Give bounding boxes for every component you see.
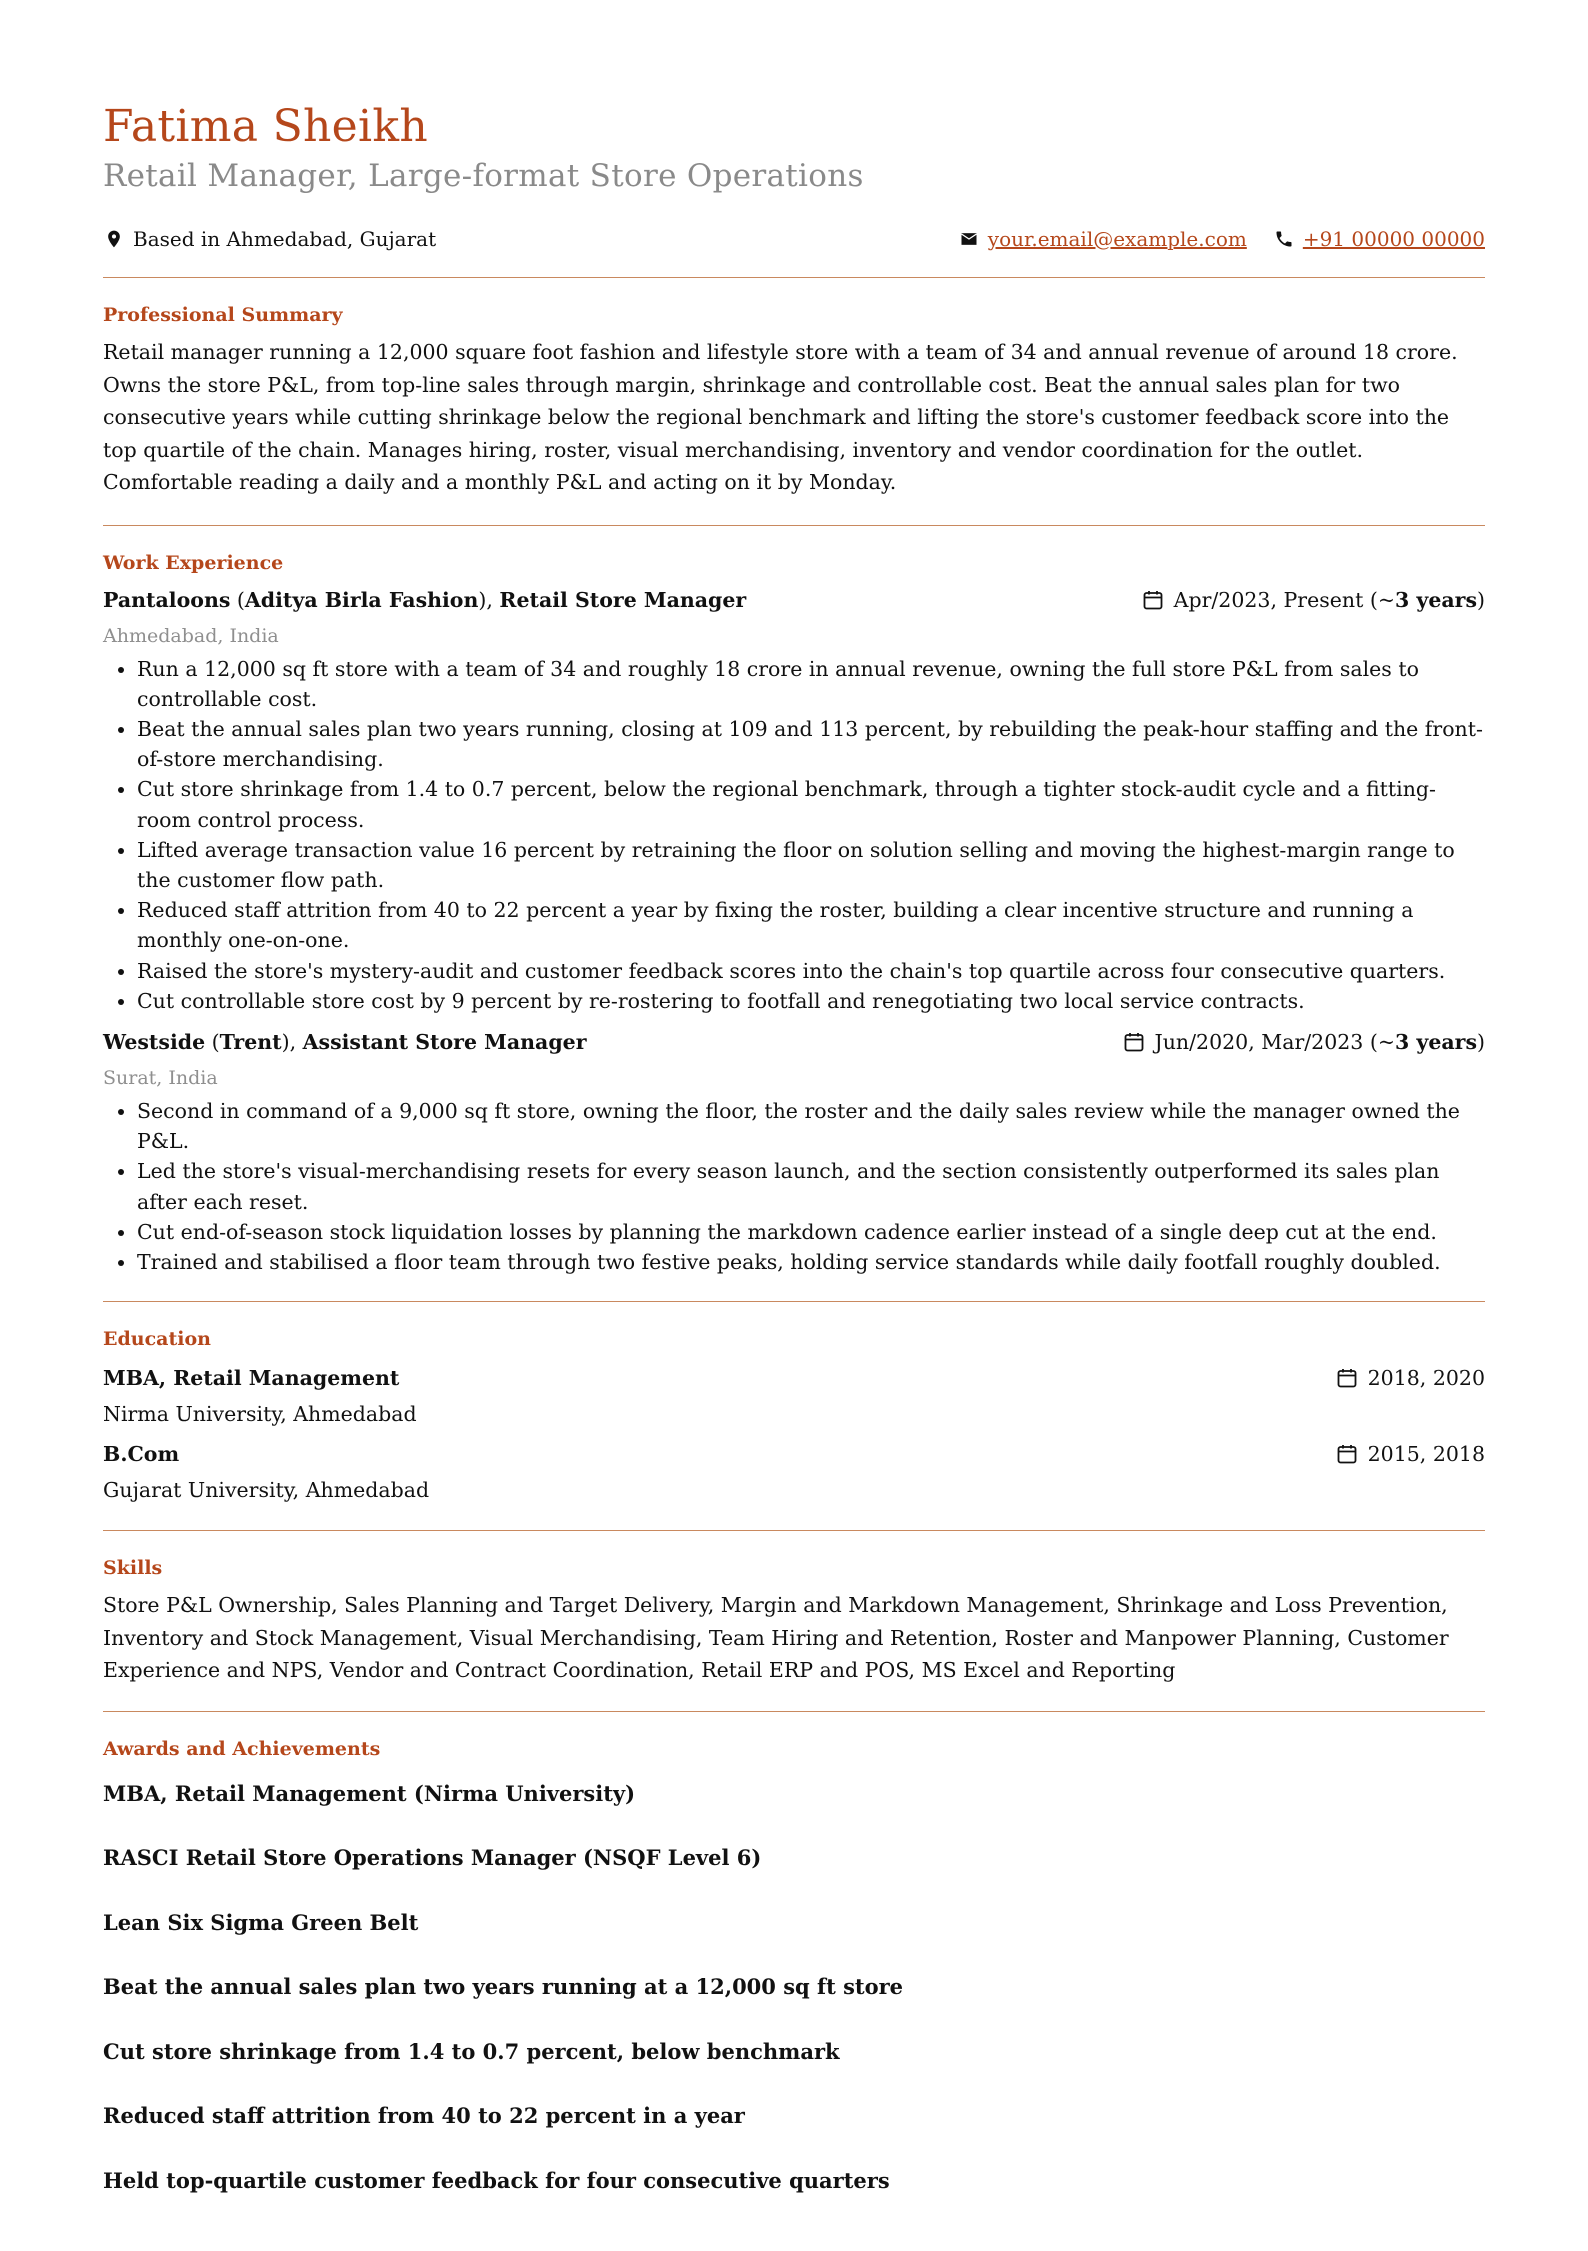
bullet-item: • Run a 12,000 sq ft store with a team of 34 and roughly 18 crore in annual revenue, owning the full store P&L from sales to controllable cost.	[137, 654, 1485, 714]
job-dates: Jun/2020, Mar/2023 (~ 3 years )	[1121, 1026, 1486, 1058]
education-dates	[1334, 1436, 1485, 1472]
candidate-title: Retail Manager, Large-format Store Operations	[103, 158, 864, 194]
contact-links	[932, 227, 1485, 251]
bullet-item: • Beat the annual sales plan two years running, closing at 109 and 113 percent, by rebuilding the peak-hour staffing and the front-of-store merchandising.	[137, 714, 1485, 774]
bullet-item: • Cut store shrinkage from 1.4 to 0.7 percent, below the regional benchmark, through a tighter stock-audit cycle and a fitting-room control process.	[137, 774, 1485, 834]
award-item: MBA, Retail Management (Nirma University)	[103, 1780, 636, 1806]
job-location: Surat, India	[103, 1066, 218, 1089]
job-role: Assistant Store Manager	[302, 1029, 587, 1054]
award-item: Held top-quartile customer feedback for four consecutive quarters	[103, 2167, 890, 2193]
date-range: 2018, 2020	[1367, 1366, 1485, 1391]
summary-section	[103, 278, 1485, 525]
bullet-item: • Raised the store's mystery-audit and customer feedback scores into the chain's top quartile across four consecutive quarters.	[137, 956, 1485, 986]
bullet-item: • Trained and stabilised a floor team through two festive peaks, holding service standards while daily footfall roughly doubled.	[137, 1247, 1485, 1277]
bullet-item: • Cut controllable store cost by 9 percent by re-rostering to footfall and renegotiating two local service contracts.	[137, 986, 1485, 1016]
calendar-icon	[1140, 587, 1166, 613]
duration: 3 years	[1395, 1029, 1477, 1054]
award-item: Reduced staff attrition from 40 to 22 percent in a year	[103, 2103, 745, 2129]
degree-name: MBA, Retail Management	[103, 1366, 400, 1391]
award-item: Lean Six Sigma Green Belt	[103, 1909, 419, 1935]
company-parent: Trent	[219, 1029, 282, 1054]
job-entry	[103, 1026, 1485, 1277]
company-name: Pantaloons	[103, 587, 231, 612]
job-location: Ahmedabad, India	[103, 624, 279, 647]
phone-icon	[1273, 228, 1295, 250]
map-pin-icon	[103, 228, 125, 250]
summary-text: Retail manager running a 12,000 square foot fashion and lifestyle store with a team of 34 and annual revenue of around 18 crore. Owns the store P&L, from top-line sales through margin, shrinkage and controllable cost. Beat the annual sales plan for two consecutive years while cutting shrinkage below the regional benchmark and lifting the store's customer feedback score into the top quartile of the chain. Manages hiring, roster, visual merchandising, inventory and vendor coordination for the outlet. Comfortable reading a daily and a monthly P&L and acting on it by Monday.	[103, 340, 1458, 494]
contact-row	[103, 222, 1485, 256]
calendar-icon	[1334, 1365, 1360, 1391]
email-link[interactable]: your.email@example.com	[987, 227, 1247, 251]
date-range: Jun/2020, Mar/2023 (~	[1154, 1029, 1396, 1054]
bullet-item: • Cut end-of-season stock liquidation losses by planning the markdown cadence earlier instead of a single deep cut at the end.	[137, 1217, 1485, 1247]
experience-section	[103, 526, 1485, 1302]
job-title: Pantaloons (Aditya Birla Fashion), Retail Store Manager	[103, 587, 747, 612]
calendar-icon	[1121, 1029, 1147, 1055]
candidate-name: Fatima Sheikh	[103, 101, 428, 152]
education-dates	[1334, 1360, 1485, 1396]
location-text: Based in Ahmedabad, Gujarat	[133, 227, 437, 251]
job-dates: Apr/2023, Present (~ 3 years )	[1140, 584, 1485, 616]
section-heading: Awards and Achievements	[103, 1737, 381, 1760]
skills-section	[103, 1531, 1485, 1711]
company-parent: Aditya Birla Fashion	[244, 587, 479, 612]
school-name: Nirma University, Ahmedabad	[103, 1402, 417, 1427]
bullet-item: • Led the store's visual-merchandising resets for every season launch, and the section consistently outperformed its sales plan after each reset.	[137, 1156, 1485, 1216]
section-heading: Work Experience	[103, 551, 284, 574]
bullet-item: • Second in command of a 9,000 sq ft store, owning the floor, the roster and the daily sales review while the manager owned the P&L.	[137, 1096, 1485, 1156]
date-range: 2015, 2018	[1367, 1442, 1485, 1467]
education-entry	[103, 1360, 1485, 1396]
job-bullets	[103, 654, 1485, 1016]
job-bullets	[103, 1096, 1485, 1277]
section-heading: Professional Summary	[103, 304, 343, 326]
degree-name: B.Com	[103, 1442, 180, 1467]
education-entry	[103, 1436, 1485, 1472]
calendar-icon	[1334, 1441, 1360, 1467]
phone-link[interactable]: +91 00000 00000	[1302, 227, 1485, 251]
job-title: Westside (Trent), Assistant Store Manager	[103, 1029, 587, 1054]
award-item: Cut store shrinkage from 1.4 to 0.7 percent, below benchmark	[103, 2038, 840, 2064]
job-entry	[103, 584, 1485, 1016]
education-section	[103, 1302, 1485, 1530]
company-name: Westside	[103, 1029, 206, 1054]
awards-section	[103, 1712, 1485, 2251]
bullet-item: • Reduced staff attrition from 40 to 22 percent a year by fixing the roster, building a clear incentive structure and running a monthly one-on-one.	[137, 895, 1485, 955]
school-name: Gujarat University, Ahmedabad	[103, 1478, 430, 1503]
bullet-item: • Lifted average transaction value 16 percent by retraining the floor on solution selling and moving the highest-margin range to the customer flow path.	[137, 835, 1485, 895]
duration: 3 years	[1395, 587, 1477, 612]
job-header	[103, 1026, 1485, 1058]
date-range: Apr/2023, Present (~	[1173, 587, 1396, 612]
section-heading: Skills	[103, 1557, 163, 1580]
skills-text: Store P&L Ownership, Sales Planning and Target Delivery, Margin and Markdown Management, Shrinkage and Loss Prevention, Inventory and Stock Management, Visual Merchandising, Team Hiring and Retention, Roster and Manpower Planning, Customer Experience and NPS, Vendor and Contract Coordination, Retail ERP and POS, MS Excel and Reporting	[103, 1593, 1449, 1683]
email-block	[958, 227, 1247, 251]
mail-icon	[958, 228, 980, 250]
job-role: Retail Store Manager	[499, 587, 747, 612]
job-header	[103, 584, 1485, 616]
section-heading: Education	[103, 1328, 211, 1351]
award-item: Beat the annual sales plan two years running at a 12,000 sq ft store	[103, 1974, 904, 2000]
award-item: RASCI Retail Store Operations Manager (NSQF Level 6)	[103, 1845, 762, 1871]
location-block	[103, 227, 436, 251]
phone-block	[1273, 227, 1485, 251]
